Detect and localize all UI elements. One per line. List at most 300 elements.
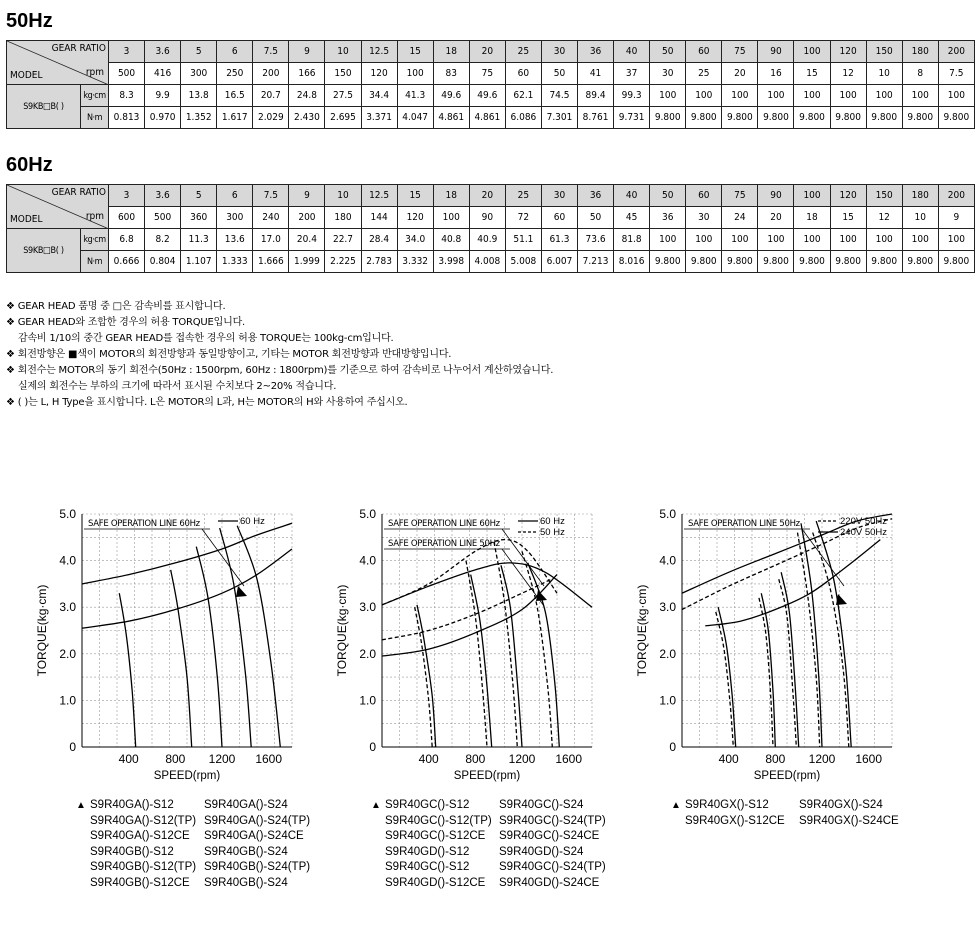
rpm-cell: 15 [794,63,830,85]
rpm-cell: 200 [289,207,325,229]
heading-60hz: 60Hz [6,154,53,176]
kgcm-cell: 13.8 [181,85,217,107]
y-tick-label: 3.0 [359,600,376,615]
model-name-cell: S9KB□B( ) [7,85,81,129]
ratio-cell: 25 [505,185,541,207]
ratio-cell: 18 [433,41,469,63]
model-list-2 [371,798,606,891]
ratio-cell: 50 [650,185,686,207]
y-tick-label: 0 [369,740,376,754]
nm-cell: 9.800 [686,107,722,129]
model-code: S9R40GD()-S12 [385,845,470,858]
model-code: S9R40GA()-S12CE [90,830,190,842]
x-tick-label: 400 [718,752,739,766]
rpm-cell: 50 [541,63,577,85]
nm-cell: 9.800 [722,251,758,273]
gear-ratio-label: GEAR RATIO [51,43,106,54]
rpm-cell: 120 [361,63,397,85]
kgcm-cell: 100 [938,85,974,107]
unit-kgcm: kg·cm [81,85,109,107]
kgcm-cell: 16.5 [217,85,253,107]
kgcm-cell: 100 [722,85,758,107]
x-tick-label: 1200 [808,752,836,766]
spec-table-60hz [6,184,975,273]
nm-cell: 2.029 [253,107,289,129]
rpm-cell: 200 [253,63,289,85]
ratio-cell: 40 [614,185,650,207]
rpm-cell: 36 [650,207,686,229]
unit-nm: N·m [81,107,109,129]
model-code: S9R40GA()-S24(TP) [204,814,311,827]
y-tick-label: 4.0 [359,553,376,568]
nm-cell: 1.107 [181,251,217,273]
annotation-label: SAFE OPERATION LINE 60Hz [88,519,200,529]
ratio-cell: 100 [794,41,830,63]
rpm-cell: 18 [794,207,830,229]
kgcm-cell: 81.8 [614,229,650,251]
rpm-cell: 30 [650,63,686,85]
ratio-cell: 10 [325,185,361,207]
kgcm-cell: 27.5 [325,85,361,107]
direction-arrow [836,594,847,605]
legend-label: 60 Hz [240,516,265,527]
kgcm-cell: 8.2 [145,229,181,251]
kgcm-cell: 100 [794,229,830,251]
model-row [671,814,899,830]
kgcm-cell: 89.4 [578,85,614,107]
kgcm-cell: 100 [830,85,866,107]
model-code: S9R40GB()-S12 [90,845,174,858]
ratio-cell: 75 [722,185,758,207]
nm-cell: 0.813 [109,107,145,129]
rpm-cell: 45 [614,207,650,229]
ratio-cell: 12.5 [361,185,397,207]
kgcm-cell: 100 [686,85,722,107]
model-code: S9R40GB()-S12(TP) [90,861,197,873]
ratio-cell: 6 [217,185,253,207]
ratio-cell: 60 [686,41,722,63]
nm-cell: 9.800 [866,107,902,129]
x-tick-label: 800 [465,752,486,766]
rpm-cell: 15 [830,207,866,229]
model-row [371,845,606,861]
nm-cell: 6.086 [505,107,541,129]
kgcm-cell: 100 [902,85,938,107]
rpm-label: rpm [85,67,104,78]
x-tick-label: 800 [165,752,186,766]
ratio-cell: 36 [578,41,614,63]
x-tick-label: 1600 [855,752,883,766]
model-list-3 [671,798,899,829]
note-line: ❖ GEAR HEAD와 조합한 경우의 허용 TORQUE입니다. [6,317,246,328]
nm-cell: 9.800 [938,251,974,273]
rpm-cell: 360 [181,207,217,229]
nm-cell: 1.617 [217,107,253,129]
ratio-cell: 20 [469,41,505,63]
model-code: S9R40GC()-S24(TP) [499,861,606,873]
model-row [76,860,310,876]
kgcm-cell: 13.6 [217,229,253,251]
x-tick-label: 1200 [508,752,536,766]
rpm-cell: 10 [866,63,902,85]
triangle-icon: ▲ [76,800,86,811]
nm-cell: 2.430 [289,107,325,129]
ratio-cell: 30 [541,185,577,207]
model-code: S9R40GX()-S12 [685,799,769,811]
rpm-cell: 72 [505,207,541,229]
nm-cell: 9.800 [722,107,758,129]
rpm-cell: 120 [397,207,433,229]
nm-cell: 9.731 [614,107,650,129]
kgcm-cell: 100 [794,85,830,107]
ratio-cell: 7.5 [253,185,289,207]
x-axis-label: SPEED(rpm) [453,770,521,782]
ratio-cell: 15 [397,41,433,63]
x-tick-label: 1200 [208,752,236,766]
ratio-cell: 3 [109,185,145,207]
gear-ratio-label: GEAR RATIO [51,187,106,198]
y-tick-label: 4.0 [59,553,76,568]
nm-cell: 1.666 [253,251,289,273]
y-axis-label: TORQUE(kg·cm) [35,584,49,677]
ratio-cell: 120 [830,41,866,63]
rpm-cell: 41 [578,63,614,85]
kgcm-cell: 62.1 [505,85,541,107]
ratio-cell: 90 [758,185,794,207]
kgcm-cell: 100 [722,229,758,251]
ratio-cell: 3.6 [145,185,181,207]
ratio-cell: 60 [686,185,722,207]
model-code: S9R40GC()-S24 [499,799,584,811]
series-line [196,547,222,747]
x-tick-label: 400 [118,752,139,766]
notes [6,299,553,411]
series-line [171,570,192,747]
nm-cell: 9.800 [830,251,866,273]
nm-cell: 0.666 [109,251,145,273]
y-tick-label: 5.0 [659,507,676,521]
model-row [76,814,310,830]
rpm-cell: 240 [253,207,289,229]
triangle-icon: ▲ [371,800,381,811]
ratio-cell: 180 [902,185,938,207]
rpm-cell: 416 [145,63,181,85]
kgcm-cell: 41.3 [397,85,433,107]
rpm-cell: 16 [758,63,794,85]
nm-cell: 4.047 [397,107,433,129]
nm-cell: 9.800 [758,251,794,273]
rpm-cell: 300 [181,63,217,85]
kgcm-cell: 34.4 [361,85,397,107]
kgcm-cell: 74.5 [541,85,577,107]
nm-cell: 9.800 [650,107,686,129]
model-code: S9R40GA()-S12(TP) [90,814,197,827]
rpm-cell: 10 [902,207,938,229]
rpm-cell: 20 [758,207,794,229]
model-code: S9R40GX()-S12CE [685,814,785,827]
legend-label: 60 Hz [540,516,565,527]
nm-cell: 1.999 [289,251,325,273]
rpm-cell: 30 [686,207,722,229]
nm-cell: 9.800 [650,251,686,273]
torque-chart-2 [330,500,620,800]
rpm-cell: 144 [361,207,397,229]
x-tick-label: 800 [765,752,786,766]
series-line [382,563,592,607]
nm-cell: 9.800 [758,107,794,129]
ratio-cell: 18 [433,185,469,207]
kgcm-cell: 100 [686,229,722,251]
kgcm-cell: 11.3 [181,229,217,251]
y-tick-label: 1.0 [59,693,76,708]
nm-cell: 9.800 [938,107,974,129]
kgcm-cell: 51.1 [505,229,541,251]
kgcm-cell: 100 [866,229,902,251]
rpm-cell: 12 [866,207,902,229]
kgcm-cell: 61.3 [541,229,577,251]
nm-cell: 3.998 [433,251,469,273]
nm-cell: 2.783 [361,251,397,273]
kgcm-cell: 20.4 [289,229,325,251]
ratio-cell: 36 [578,185,614,207]
note-line: ❖ GEAR HEAD 품명 중 □은 감속비를 표시합니다. [6,301,226,312]
ratio-cell: 150 [866,41,902,63]
model-row [76,845,310,861]
kgcm-cell: 100 [902,229,938,251]
note-line: 실제의 회전수는 부하의 크기에 따라서 표시된 수치보다 2~20% 적습니다. [18,381,337,392]
rpm-cell: 83 [433,63,469,85]
rpm-cell: 180 [325,207,361,229]
rpm-label: rpm [85,211,104,222]
ratio-cell: 150 [866,185,902,207]
annotation-label: SAFE OPERATION LINE 60Hz [388,519,500,529]
ratio-cell: 10 [325,41,361,63]
series-line [705,540,880,626]
kgcm-cell: 73.6 [578,229,614,251]
legend-label: 240V 50Hz [840,527,888,538]
kgcm-cell: 100 [938,229,974,251]
nm-cell: 0.804 [145,251,181,273]
annotation-label: SAFE OPERATION LINE 50Hz [688,519,800,529]
model-code: S9R40GD()-S24 [499,845,584,858]
y-tick-label: 2.0 [59,646,76,661]
nm-cell: 0.970 [145,107,181,129]
heading-50hz: 50Hz [6,10,53,32]
model-name-cell: S9KB□B( ) [7,229,81,273]
nm-cell: 2.225 [325,251,361,273]
series-line [759,598,773,747]
ratio-cell: 90 [758,41,794,63]
rpm-cell: 7.5 [938,63,974,85]
kgcm-cell: 22.7 [325,229,361,251]
model-code: S9R40GC()-S12CE [385,830,486,842]
nm-cell: 4.861 [469,107,505,129]
rpm-cell: 100 [397,63,433,85]
rpm-cell: 500 [109,63,145,85]
model-code: S9R40GB()-S24 [204,845,288,858]
nm-cell: 7.213 [578,251,614,273]
model-code: S9R40GC()-S12 [385,861,470,873]
model-code: S9R40GX()-S24 [799,799,883,811]
rpm-cell: 600 [109,207,145,229]
kgcm-cell: 100 [650,85,686,107]
kgcm-cell: 100 [650,229,686,251]
legend-label: 50 Hz [540,527,565,538]
nm-cell: 2.695 [325,107,361,129]
series-line [501,565,522,747]
kgcm-cell: 100 [758,85,794,107]
nm-cell: 1.333 [217,251,253,273]
nm-cell: 7.301 [541,107,577,129]
kgcm-cell: 17.0 [253,229,289,251]
y-tick-label: 1.0 [659,693,676,708]
model-code: S9R40GB()-S24 [204,876,288,889]
nm-cell: 9.800 [686,251,722,273]
ratio-cell: 12.5 [361,41,397,63]
y-tick-label: 3.0 [659,600,676,615]
model-row [371,798,606,814]
ratio-cell: 40 [614,41,650,63]
rpm-cell: 500 [145,207,181,229]
x-axis-label: SPEED(rpm) [753,770,821,782]
nm-cell: 3.371 [361,107,397,129]
nm-cell: 9.800 [902,251,938,273]
nm-cell: 9.800 [830,107,866,129]
rpm-cell: 90 [469,207,505,229]
kgcm-cell: 99.3 [614,85,650,107]
note-line: ❖ 회전방향은 ■색이 MOTOR의 회전방향과 동일방향이고, 기타는 MOTOR 회전방향과 반대방향입니다. [6,349,452,360]
ratio-cell: 9 [289,41,325,63]
kgcm-cell: 20.7 [253,85,289,107]
rpm-cell: 150 [325,63,361,85]
grid [82,514,292,747]
model-code: S9R40GC()-S24CE [499,830,600,842]
torque-chart-3 [630,500,920,800]
note-line: ❖ ( )는 L, H Type을 표시합니다. L은 MOTOR의 L과, H는 MOTOR의 H와 사용하여 주십시오. [6,397,408,408]
ratio-cell: 100 [794,185,830,207]
rpm-cell: 250 [217,63,253,85]
nm-cell: 9.800 [794,251,830,273]
torque-chart-1 [30,500,310,800]
rpm-cell: 20 [722,63,758,85]
ratio-cell: 7.5 [253,41,289,63]
y-tick-label: 2.0 [659,646,676,661]
model-row [76,876,310,892]
ratio-cell: 30 [541,41,577,63]
unit-nm: N·m [81,251,109,273]
ratio-cell: 5 [181,41,217,63]
direction-arrow [236,586,247,597]
model-code: S9R40GB()-S24(TP) [204,861,311,873]
rpm-cell: 12 [830,63,866,85]
model-header-label: MODEL [10,214,43,225]
model-header-label: MODEL [10,70,43,81]
ratio-cell: 6 [217,41,253,63]
rpm-cell: 60 [541,207,577,229]
y-tick-label: 5.0 [359,507,376,521]
y-tick-label: 0 [69,740,76,754]
y-tick-label: 5.0 [59,507,76,521]
x-axis-label: SPEED(rpm) [153,770,221,782]
x-tick-label: 1600 [255,752,283,766]
y-tick-label: 3.0 [59,600,76,615]
ratio-cell: 25 [505,41,541,63]
series-line [237,526,280,747]
legend-label: 220V 50Hz [840,516,888,527]
x-tick-label: 400 [418,752,439,766]
nm-cell: 5.008 [505,251,541,273]
nm-cell: 3.332 [397,251,433,273]
model-code: S9R40GD()-S24CE [499,876,600,889]
ratio-cell: 200 [938,41,974,63]
note-line: 감속비 1/10의 중간 GEAR HEAD를 접속한 경우의 허용 TORQUE는 100kg-cm입니다. [18,333,394,344]
ratio-cell: 200 [938,185,974,207]
ratio-cell: 3.6 [145,41,181,63]
kgcm-cell: 49.6 [469,85,505,107]
kgcm-cell: 8.3 [109,85,145,107]
kgcm-cell: 100 [758,229,794,251]
series-line [471,575,492,747]
spec-table-50hz [6,40,975,129]
ratio-cell: 9 [289,185,325,207]
nm-cell: 9.800 [902,107,938,129]
rpm-cell: 37 [614,63,650,85]
rpm-cell: 300 [217,207,253,229]
kgcm-cell: 40.8 [433,229,469,251]
y-tick-label: 0 [669,740,676,754]
model-code: S9R40GX()-S24CE [799,814,899,827]
kgcm-cell: 28.4 [361,229,397,251]
ratio-cell: 20 [469,185,505,207]
rpm-cell: 9 [938,207,974,229]
model-row [371,814,606,830]
model-code: S9R40GC()-S12(TP) [385,814,492,827]
nm-cell: 1.352 [181,107,217,129]
model-code: S9R40GA()-S24 [204,799,288,811]
unit-kgcm: kg·cm [81,229,109,251]
model-code: S9R40GD()-S12CE [385,876,486,889]
y-axis-label: TORQUE(kg·cm) [635,584,649,677]
note-line: ❖ 회전수는 MOTOR의 동기 회전수(50Hz : 1500rpm, 60Hz : 1800rpm)를 기준으로 하여 감속비로 나누어서 계산하였습니다. [6,365,554,376]
model-code: S9R40GC()-S12 [385,799,470,811]
rpm-cell: 50 [578,207,614,229]
kgcm-cell: 24.8 [289,85,325,107]
nm-cell: 4.008 [469,251,505,273]
rpm-cell: 100 [433,207,469,229]
kgcm-cell: 100 [866,85,902,107]
nm-cell: 9.800 [794,107,830,129]
model-row [76,798,310,814]
nm-cell: 6.007 [541,251,577,273]
y-axis-label: TORQUE(kg·cm) [335,584,349,677]
kgcm-cell: 40.9 [469,229,505,251]
model-row [76,829,310,845]
rpm-cell: 75 [469,63,505,85]
rpm-cell: 24 [722,207,758,229]
nm-cell: 8.761 [578,107,614,129]
model-code: S9R40GC()-S24(TP) [499,814,606,827]
gear-ratio-model-header [7,185,109,229]
model-list-1 [76,798,310,891]
x-tick-label: 1600 [555,752,583,766]
nm-cell: 8.016 [614,251,650,273]
ratio-cell: 5 [181,185,217,207]
kgcm-cell: 6.8 [109,229,145,251]
kgcm-cell: 34.0 [397,229,433,251]
rpm-cell: 25 [686,63,722,85]
nm-cell: 4.861 [433,107,469,129]
model-code: S9R40GA()-S24CE [204,830,304,842]
